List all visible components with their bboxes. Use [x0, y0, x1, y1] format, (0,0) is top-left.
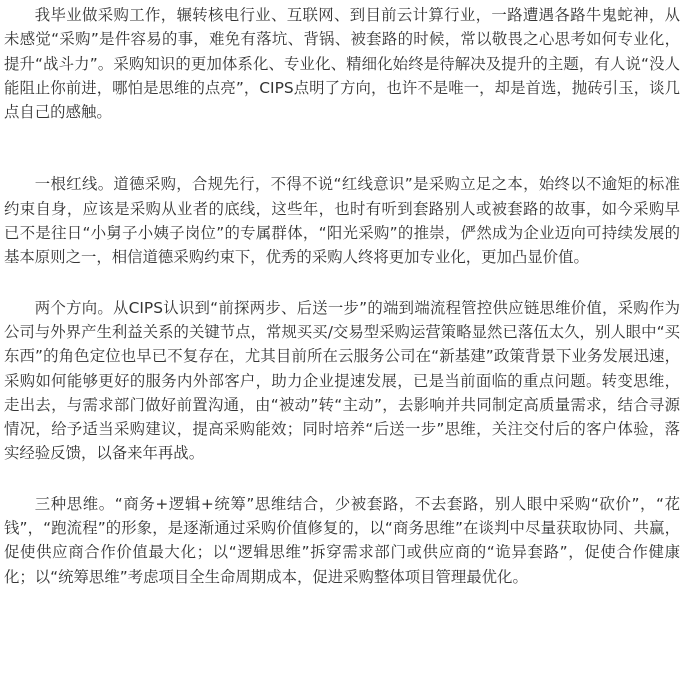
paragraph-spacer — [4, 270, 680, 296]
paragraph-spacer — [4, 466, 680, 492]
paragraph-spacer — [4, 124, 680, 172]
paragraph-two-directions: 两个方向。从CIPS认识到“前探两步、后送一步”的端到端流程管控供应链思维价值，采购作为公司与外界产生利益关系的关键节点，常规买买/交易型采购运营策略显然已落伍太久，别人眼中“买东西”的角色定位也早已不复存在，尤其目前所在云服务公司在“新基建”政策背景下业务发展迅速，采购如何能够更好的服务内外部客户，助力企业提速发展，已是当前面临的重点问题。转变思维，走出去，与需求部门做好前置沟通，由“被动”转“主动”，去影响并共同制定高质量需求，结合寻源情况，给予适当采购建议，提高采购能效；同时培养“后送一步”思维，关注交付后的客户体验，落实经验反馈，以备来年再战。 — [4, 298, 680, 463]
paragraph-intro: 我毕业做采购工作，辗转核电行业、互联网、到目前云计算行业，一路遭遇各路牛鬼蛇神，从未感觉“采购”是件容易的事，难免有落坑、背锅、被套路的时候，常以敬畏之心思考如何专业化，提升“战斗力”。采购知识的更加体系化、专业化、精细化始终是待解决及提升的主题，有人说“没人能阻止你前进，哪怕是思维的点亮”，CIPS点明了方向，也许不是唯一，却是首选，抛砖引玉，谈几点自己的感触。 — [4, 6, 680, 122]
paragraph-three-thinking: 三种思维。“商务+逻辑+统筹”思维结合，少被套路，不去套路，别人眼中采购“砍价”，“花钱”，“跑流程”的形象，是逐渐通过采购价值修复的，以“商务思维”在谈判中尽量获取协同、共赢，促使供应商合作价值最大化；以“逻辑思维”拆穿需求部门或供应商的“诡异套路”，促使合作健康化；以“统筹思维”考虑项目全生命周期成本，促进采购整体项目管理最优化。 — [4, 494, 680, 586]
paragraph-one-red-line: 一根红线。道德采购，合规先行，不得不说“红线意识”是采购立足之本，始终以不逾矩的标准约束自身，应该是采购从业者的底线，这些年，也时有听到套路别人或被套路的故事，如今采购早已不是往日“小舅子小姨子岗位”的专属群体，“阳光采购”的推崇，俨然成为企业迈向可持续发展的基本原则之一，相信道德采购约束下，优秀的采购人终将更加专业化，更加凸显价值。 — [4, 175, 680, 267]
